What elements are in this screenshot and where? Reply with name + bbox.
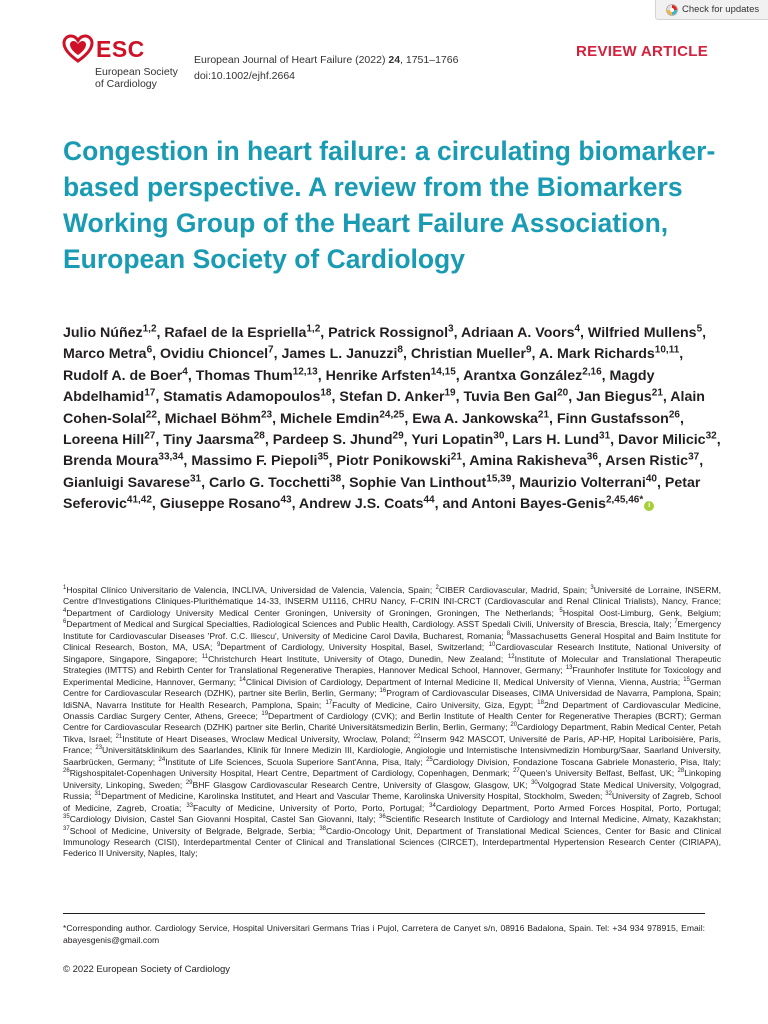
- affiliation-text: Department of Cardiology University Medical Center Groningen, University of Groningen, Groningen, The Netherlands;: [66, 607, 554, 618]
- author-affiliation-ref: 23: [260, 408, 273, 420]
- affiliation-number: 31: [94, 791, 102, 798]
- affiliation-text: Institute of Molecular and Translational Therapeutic Strategies (IMTTS) and Rebirth Center for Translational Regenerative Therapies, Hannover Medical School, Hannover, Germany;: [63, 653, 722, 676]
- affiliation-number: 3: [590, 585, 594, 592]
- affiliation-number: 37: [63, 825, 70, 832]
- author-name: Magdy Abdelhamid: [63, 367, 655, 406]
- affiliation-text: Cardiology Department, Porto Armed Forces Hospital, Porto, Portugal;: [435, 802, 721, 813]
- affiliation-number: 25: [426, 756, 433, 763]
- author-name: Arsen Ristic: [605, 453, 689, 470]
- author-name: Henrike Arfsten: [325, 367, 431, 384]
- affiliation-text: Rigshospitalet-Copenhagen University Hospital, Heart Centre, Department of Cardiology, Copenhagen, Denmark;: [69, 768, 510, 779]
- affiliation-number: 26: [63, 768, 70, 775]
- author-affiliation-ref: 7: [268, 344, 274, 356]
- author-name: A. Mark Richards: [538, 346, 655, 363]
- footnote-divider: [63, 913, 705, 914]
- affiliation-text: Clinical Division of Cardiology, Department of Internal Medicine II, Medical University of Vienna, Vienna, Austria;: [245, 676, 681, 687]
- author-name: Giuseppe Rosano: [159, 496, 281, 513]
- author-affiliation-ref: 5: [696, 323, 703, 335]
- author-name: Stefan D. Anker: [339, 389, 445, 406]
- author-name: Antoni Bayes-Genis: [471, 496, 606, 513]
- affiliation-text: Emergency Institute for Cardiovascular Diseases 'Prof. C.C. Iliescu', University of Medicine Carol Davila, Bucharest, Romania;: [63, 619, 721, 641]
- author-name: Amina Rakisheva: [469, 453, 587, 470]
- affiliation-number: 4: [63, 608, 67, 615]
- citation-volume: 24: [388, 54, 401, 66]
- author-affiliation-ref: 9: [525, 344, 532, 356]
- citation-pages: , 1751–1766: [400, 54, 459, 66]
- author-list: Julio Núñez$^{1,2}$, Rafael de la Espriella$^{1,2}$, Patrick Rossignol$^3$, Adriaan A. Voors$^4$, Wilfried Mullens$^5$, Marco Metra$^6$, Ovidiu Chioncel$^7$, James L. Januzzi$^8$, Christian Mueller$^9$, A. Mark Richards$^{10,11}$, Rudolf A. de Boer$^4$, Thomas Thum$^{12,13}$, Henrike Arfsten$^{14,15}$, Arantxa González$^{2,16}$, Magdy Abdelhamid$^{17}$, Stamatis Adamopoulos$^{18}$, Stefan D. Anker$^{19}$, Tuvia Ben Gal$^{20}$, Jan Biegus$^{21}$, Alain Cohen-Solal$^{22}$, Michael Böhm$^{23}$, Michele Emdin$^{24,25}$, Ewa A. Jankowska$^{21}$, Finn Gustafsson$^{26}$, Loreena Hill$^{27}$, Tiny Jaarsma$^{28}$, Pardeep S. Jhund$^{29}$, Yuri Lopatin$^{30}$, Lars H. Lund$^{31}$, Davor Milicic$^{32}$, Brenda Moura$^{33,34}$, Massimo F. Piepoli$^{35}$, Piotr Ponikowski$^{21}$, Amina Rakisheva$^{36}$, Arsen Ristic$^{37}$, Gianluigi Savarese$^{31}$, Carlo G. Tocchetti$^{38}$, Sophie Van Linthout$^{15,39}$, Maurizio Volterrani$^{40}$, Petar Seferovic$^{41,42}$, Giuseppe Rosano$^{43}$, Andrew J.S. Coats$^{44}$, and Antoni Bayes-Genis$^{2,45,46*}$i: [63, 323, 721, 513]
- author-affiliation-ref: 3: [448, 323, 454, 335]
- author-name: Tiny Jaarsma: [163, 432, 254, 449]
- affiliation-number: 27: [513, 768, 520, 775]
- author-affiliation-ref: 31: [189, 473, 202, 485]
- affiliation-text: German Centre for Cardiovascular Research (DZHK), partner site Berlin, Berlin, Germany;: [63, 676, 722, 699]
- author-name: Julio Núñez: [63, 325, 143, 341]
- affiliation-number: 18: [537, 699, 544, 706]
- affiliation-text: Queen's University Belfast, Belfast, UK;: [519, 768, 675, 779]
- author-name: Petar Seferovic: [63, 474, 701, 513]
- affiliation-text: Department of Medical and Surgical Specialties, Radiological Sciences and Public Health, Cardiology. ASST Spedali Civili, University of Brescia, Brescia, Italy;: [66, 619, 672, 630]
- affiliation-text: Cardio-Oncology Unit, Department of Translational Medical Sciences, Center for Basic and Clinical Immunology Research (CISI), Interdepartmental Center of Clinical and Translational Sciences (CIRCET), Interdepartmental Hypertension Research Center (CIRIAPA), Federico II University, Naples, Italy;: [63, 825, 722, 859]
- logo-line-2: of Cardiology: [95, 78, 157, 90]
- article-type: REVIEW ARTICLE: [576, 43, 708, 60]
- author-name: Arantxa González: [463, 367, 583, 384]
- author-name: Sophie Van Linthout: [349, 474, 487, 491]
- affiliation-number: 21: [115, 734, 123, 741]
- affiliations: [63, 585, 721, 860]
- author-name: Rudolf A. de Boer: [63, 367, 183, 384]
- affiliation-text: Universitätsklinikum des Saarlandes, Klinik für Innere Medizin III, Kardiologie, Angiologie und Internistische Intensivmedizin Homburg/Saar, Saarland University, Saarbrücken, Germany;: [63, 745, 721, 767]
- affiliation-text: Inserm 942 MASCOT, Université de Paris, AP-HP, Hopital Lariboisière, Paris, France;: [63, 733, 722, 756]
- affiliation-number: 15: [683, 676, 690, 683]
- citation-prefix: European Journal of Heart Failure (2022): [194, 54, 389, 66]
- affiliation-text: Scientific Research Institute of Cardiology and Internal Medicine, Almaty, Kazakhstan;: [385, 814, 721, 825]
- author-affiliation-ref: 21: [651, 387, 663, 399]
- crossmark-icon: [666, 4, 678, 16]
- author-affiliation-ref: 18: [320, 387, 332, 399]
- author-name: James L. Januzzi: [281, 346, 398, 363]
- author-name: Tuvia Ben Gal: [463, 389, 558, 406]
- author-name: Ovidiu Chioncel: [160, 346, 269, 363]
- author-affiliation-ref: 20: [557, 387, 569, 399]
- author-affiliation-ref: 6: [146, 344, 153, 356]
- author-name: Patrick Rossignol: [328, 325, 449, 341]
- author-affiliation-ref: 4: [182, 366, 188, 378]
- affiliation-text: Université de Lorraine, INSERM, Centre d'Investigations Cliniques-Plurithématique 14-33, INSERM U1116, CHRU Nancy, F-CRIN INI-CRCT (Cardiovascular and Renal Clinical Trialists), Nancy, France;: [63, 585, 721, 607]
- author-name: Stamatis Adamopoulos: [163, 389, 321, 406]
- affiliation-number: 6: [63, 619, 67, 626]
- author-affiliation-ref: 10,11: [654, 344, 680, 356]
- author-affiliation-ref: 21: [537, 408, 550, 420]
- affiliation-number: 1: [63, 585, 67, 592]
- author-name: Pardeep S. Jhund: [272, 432, 393, 449]
- affiliation-number: 8: [506, 630, 511, 637]
- affiliation-text: School of Medicine, University of Belgrade, Belgrade, Serbia;: [69, 825, 316, 836]
- affiliation-number: 11: [201, 653, 209, 660]
- affiliation-number: 24: [158, 756, 166, 763]
- affiliation-number: 2: [435, 585, 439, 592]
- corresponding-author: *Corresponding author. Cardiology Service, Hospital Universitari Germans Trias i Pujol, Carretera de Canyet s/n, 08916 Badalona, Spain. Tel: +34 934 978915, Email: abayesgenis@gmail.com: [63, 923, 705, 945]
- affiliation-number: 38: [319, 825, 326, 832]
- affiliation-number: 7: [674, 619, 678, 626]
- author-name: Carlo G. Tocchetti: [208, 474, 331, 491]
- author-affiliation-ref: 43: [280, 494, 292, 506]
- affiliation-text: Department of Medicine, Karolinska Institutet, and Heart and Vascular Theme, Karolinska University Hospital, Stockholm, Sweden;: [101, 791, 603, 802]
- author-affiliation-ref: 29: [392, 430, 404, 442]
- author-affiliation-ref: 15,39: [486, 473, 512, 485]
- copyright: © 2022 European Society of Cardiology: [63, 964, 231, 975]
- logo-wordmark: ESC: [96, 36, 145, 62]
- author-name: Massimo F. Piepoli: [191, 453, 318, 470]
- logo-line-1: European Society: [95, 66, 178, 78]
- author-affiliation-ref: 1,2: [306, 323, 321, 335]
- affiliation-number: 32: [605, 791, 612, 798]
- check-for-updates-label: Check for updates: [682, 4, 760, 15]
- author-name: Adriaan A. Voors: [460, 325, 575, 341]
- affiliation-number: 34: [429, 802, 436, 809]
- author-name: Yuri Lopatin: [411, 432, 494, 449]
- author-name: Maurizio Volterrani: [519, 474, 646, 491]
- affiliation-number: 13: [565, 665, 573, 672]
- author-affiliation-ref: 30: [493, 430, 505, 442]
- citation-line: [194, 52, 458, 68]
- affiliation-number: 10: [488, 642, 496, 649]
- affiliation-number: 17: [325, 699, 333, 706]
- author-affiliation-ref: 4: [574, 323, 581, 335]
- author-affiliation-ref: 28: [253, 430, 265, 442]
- doi[interactable]: doi:10.1002/ejhf.2664: [194, 70, 296, 82]
- affiliation-text: Massachusetts General Hospital and Baim Institute for Clinical Research, Boston, MA, USA;: [63, 630, 721, 653]
- affiliation-number: 36: [379, 814, 386, 821]
- author-affiliation-ref: 44: [423, 494, 435, 506]
- affiliation-text: BHF Glasgow Cardiovascular Research Centre, University of Glasgow, Glasgow, UK;: [192, 779, 528, 790]
- affiliation-text: Linkoping University, Linkoping, Sweden;: [63, 768, 721, 790]
- author-name: Davor Milicic: [618, 432, 706, 449]
- affiliation-text: Cardiology Department, Rabin Medical Center, Petah Tikva, Israel;: [63, 722, 721, 744]
- check-for-updates-button[interactable]: [655, 0, 768, 20]
- affiliation-number: 9: [216, 642, 221, 649]
- author-name: Piotr Ponikowski: [336, 453, 451, 470]
- affiliation-text: Volgograd State Medical University, Volgograd, Russia;: [63, 779, 722, 802]
- author-name: Alain Cohen-Solal: [63, 389, 705, 427]
- author-name: Ewa A. Jankowska: [412, 410, 538, 427]
- affiliation-text: Hospital Oost-Limburg, Genk, Belgium;: [562, 607, 721, 618]
- author-name: Lars H. Lund: [512, 432, 600, 449]
- affiliation-text: Cardiovascular Research Institute, National University of Singapore, Singapore, Singapore;: [63, 642, 722, 664]
- author-affiliation-ref: 27: [144, 430, 156, 442]
- author-affiliation-ref: 1,2: [142, 323, 157, 335]
- author-name: Jan Biegus: [576, 389, 652, 406]
- author-name: Michael Böhm: [164, 410, 261, 427]
- author-affiliation-ref: 17: [144, 387, 156, 399]
- affiliation-number: 14: [239, 676, 246, 683]
- affiliation-number: 28: [677, 768, 685, 775]
- affiliation-text: Christchurch Heart Institute, University of Otago, Dunedin, New Zealand;: [208, 653, 504, 664]
- affiliation-text: Institute of Life Sciences, Scuola Superiore Sant'Anna, Pisa, Italy;: [165, 756, 423, 767]
- author-affiliation-ref: 33,34: [158, 451, 184, 463]
- affiliation-number: 22: [413, 734, 421, 741]
- author-name: Gianluigi Savarese: [63, 474, 190, 491]
- author-affiliation-ref: 12,13: [292, 366, 318, 378]
- affiliation-text: Department of Cardiology, University Hospital, Basel, Switzerland;: [220, 642, 485, 653]
- affiliation-number: 33: [186, 802, 194, 809]
- author-name: Loreena Hill: [63, 432, 145, 449]
- corresponding-mark: *: [639, 494, 644, 506]
- author-name: Brenda Moura: [63, 453, 159, 470]
- affiliation-text: Fraunhofer Institute for Toxicology and Experimental Medicine, Hannover, Germany;: [63, 665, 722, 687]
- author-affiliation-ref: 41,42: [126, 494, 152, 506]
- author-affiliation-ref: 22: [145, 408, 157, 420]
- author-affiliation-ref: 2,45,46: [605, 494, 640, 506]
- affiliation-text: 2nd Department of Cardiovascular Medicine, Onassis Cardiac Surgery Center, Athens, Greece;: [63, 699, 722, 721]
- author-affiliation-ref: 32: [705, 430, 717, 442]
- affiliation-number: 29: [185, 779, 193, 786]
- affiliation-number: 23: [95, 745, 103, 752]
- affiliation-number: 19: [261, 711, 269, 718]
- author-name: Rafael de la Espriella: [164, 325, 307, 341]
- affiliation-text: Department of Cardiology (CVK); and Berlin Institute of Health Center for Regenerative Therapies (BCRT); German Centre for Cardiovascular Research (DZHK) partner site Berlin, Charité Universitätsmedizin Berlin, Berlin, Germany;: [63, 710, 721, 733]
- author-affiliation-ref: 24,25: [379, 408, 405, 420]
- author-affiliation-ref: 19: [444, 387, 456, 399]
- author-affiliation-ref: 37: [688, 451, 700, 463]
- affiliation-text: Faculty of Medicine, University of Porto, Porto, Portugal;: [193, 802, 425, 813]
- affiliation-number: 35: [63, 814, 70, 821]
- author-name: Michele Emdin: [279, 410, 380, 427]
- affiliation-number: 5: [559, 608, 563, 615]
- author-affiliation-ref: 26: [668, 408, 680, 420]
- author-affiliation-ref: 40: [645, 473, 657, 485]
- affiliation-text: CIBER Cardiovascular, Madrid, Spain;: [438, 585, 588, 595]
- author-name: Marco Metra: [63, 346, 147, 363]
- esc-logo: [62, 34, 187, 92]
- affiliation-text: Institute of Heart Diseases, Wroclaw Medical University, Wroclaw, Poland;: [122, 733, 411, 744]
- author-affiliation-ref: 14,15: [430, 366, 456, 378]
- esc-heart-logo: [62, 34, 94, 64]
- author-name: Andrew J.S. Coats: [298, 496, 424, 513]
- affiliation-text: Hospital Clínico Universitario de Valencia, INCLIVA, Universidad de Valencia, Valencia, Spain;: [66, 585, 433, 595]
- affiliation-text: Faculty of Medicine, Cairo University, Giza, Egypt;: [332, 699, 534, 710]
- affiliation-number: 12: [507, 653, 515, 660]
- affiliation-text: Cardiology Division, Castel San Giovanni Hospital, Castel San Giovanni, Italy;: [69, 814, 376, 825]
- affiliation-number: 16: [379, 688, 387, 695]
- author-name: Wilfried Mullens: [587, 325, 697, 341]
- author-name: Thomas Thum: [195, 367, 293, 384]
- author-name: Finn Gustafsson: [556, 410, 669, 427]
- affiliation-text: University of Zagreb, School of Medicine, Zagreb, Croatia;: [63, 791, 722, 813]
- affiliation-text: Program of Cardiovascular Diseases, CIMA Universidad de Navarra, Pamplona, Spain; IdiSNA, Navarra Institute for Health Research, Pamplona, Spain;: [63, 688, 721, 710]
- author-affiliation-ref: 21: [450, 451, 462, 463]
- journal-citation: [194, 52, 458, 84]
- author-affiliation-ref: 35: [317, 451, 329, 463]
- author-name: Christian Mueller: [410, 346, 526, 363]
- author-affiliation-ref: 31: [599, 430, 611, 442]
- author-affiliation-ref: 36: [586, 451, 598, 463]
- author-affiliation-ref: 8: [397, 344, 403, 356]
- article-title: Congestion in heart failure: a circulating biomarker-based perspective. A review from the Biomarkers Working Group of the Heart Failure Association, European Society of Cardiology: [63, 136, 716, 274]
- author-affiliation-ref: 2,16: [582, 366, 602, 378]
- orcid-icon[interactable]: i: [644, 501, 654, 511]
- affiliation-number: 30: [531, 779, 538, 786]
- affiliation-number: 20: [510, 722, 518, 729]
- author-affiliation-ref: 38: [330, 473, 342, 485]
- affiliation-text: Cardiology Division, Fondazione Toscana Gabriele Monasterio, Pisa, Italy;: [432, 756, 722, 767]
